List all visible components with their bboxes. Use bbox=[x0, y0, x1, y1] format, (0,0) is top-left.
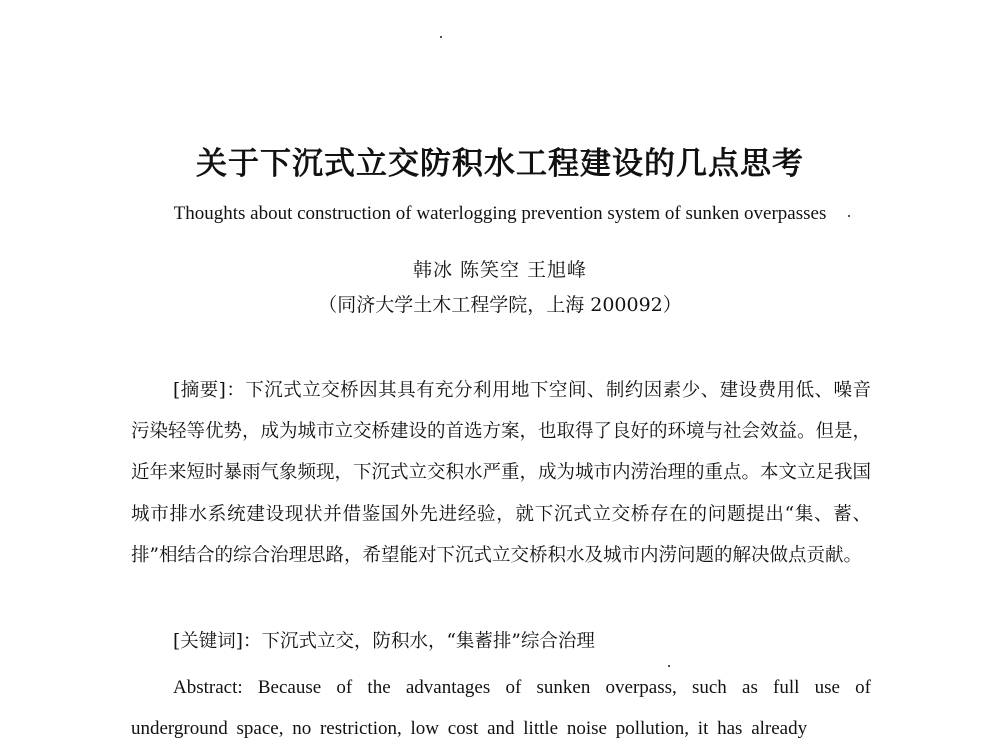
scan-speck bbox=[440, 36, 442, 38]
scan-speck bbox=[848, 215, 850, 217]
abstract-chinese-text: 下沉式立交桥因其具有充分利用地下空间、制约因素少、建设费用低、噪音污染轻等优势，成为城市立交桥建设的首选方案，也取得了良好的环境与社会效益。但是，近年来短时暴雨气象频现，下沉式立交积水严重，成为城市内涝治理的重点。本文立足我国城市排水系统建设现状并借鉴国外先进经验，就下沉式立交桥存在的问题提出“集、蓄、排”相结合的综合治理思路，希望能对下沉式立交桥积水及城市内涝问题的解决做点贡献。 bbox=[131, 380, 872, 566]
paper-title: 关于下沉式立交防积水工程建设的几点思考 bbox=[196, 146, 804, 182]
abstract-english-text: Because of the advantages of sunken overpass, such as full use of underground space, no restriction, low cost and little noise pollution, it has already bbox=[131, 677, 872, 739]
keywords-label: [关键词]： bbox=[173, 631, 262, 652]
paper-title-english: Thoughts about construction of waterlogging prevention system of sunken overpasses bbox=[173, 203, 827, 224]
abstract-english bbox=[131, 667, 871, 749]
authors: 韩冰 陈笑空 王旭峰 bbox=[412, 259, 588, 281]
affiliation: （同济大学土木工程学院，上海 200092） bbox=[318, 294, 682, 316]
keywords bbox=[131, 624, 871, 660]
abstract-chinese bbox=[131, 370, 871, 576]
abstract-english-label: Abstract: bbox=[173, 677, 243, 698]
abstract-chinese-label: [摘要]： bbox=[173, 380, 246, 401]
keywords-text: 下沉式立交，防积水，“集蓄排”综合治理 bbox=[261, 631, 595, 652]
scan-speck bbox=[668, 665, 670, 667]
